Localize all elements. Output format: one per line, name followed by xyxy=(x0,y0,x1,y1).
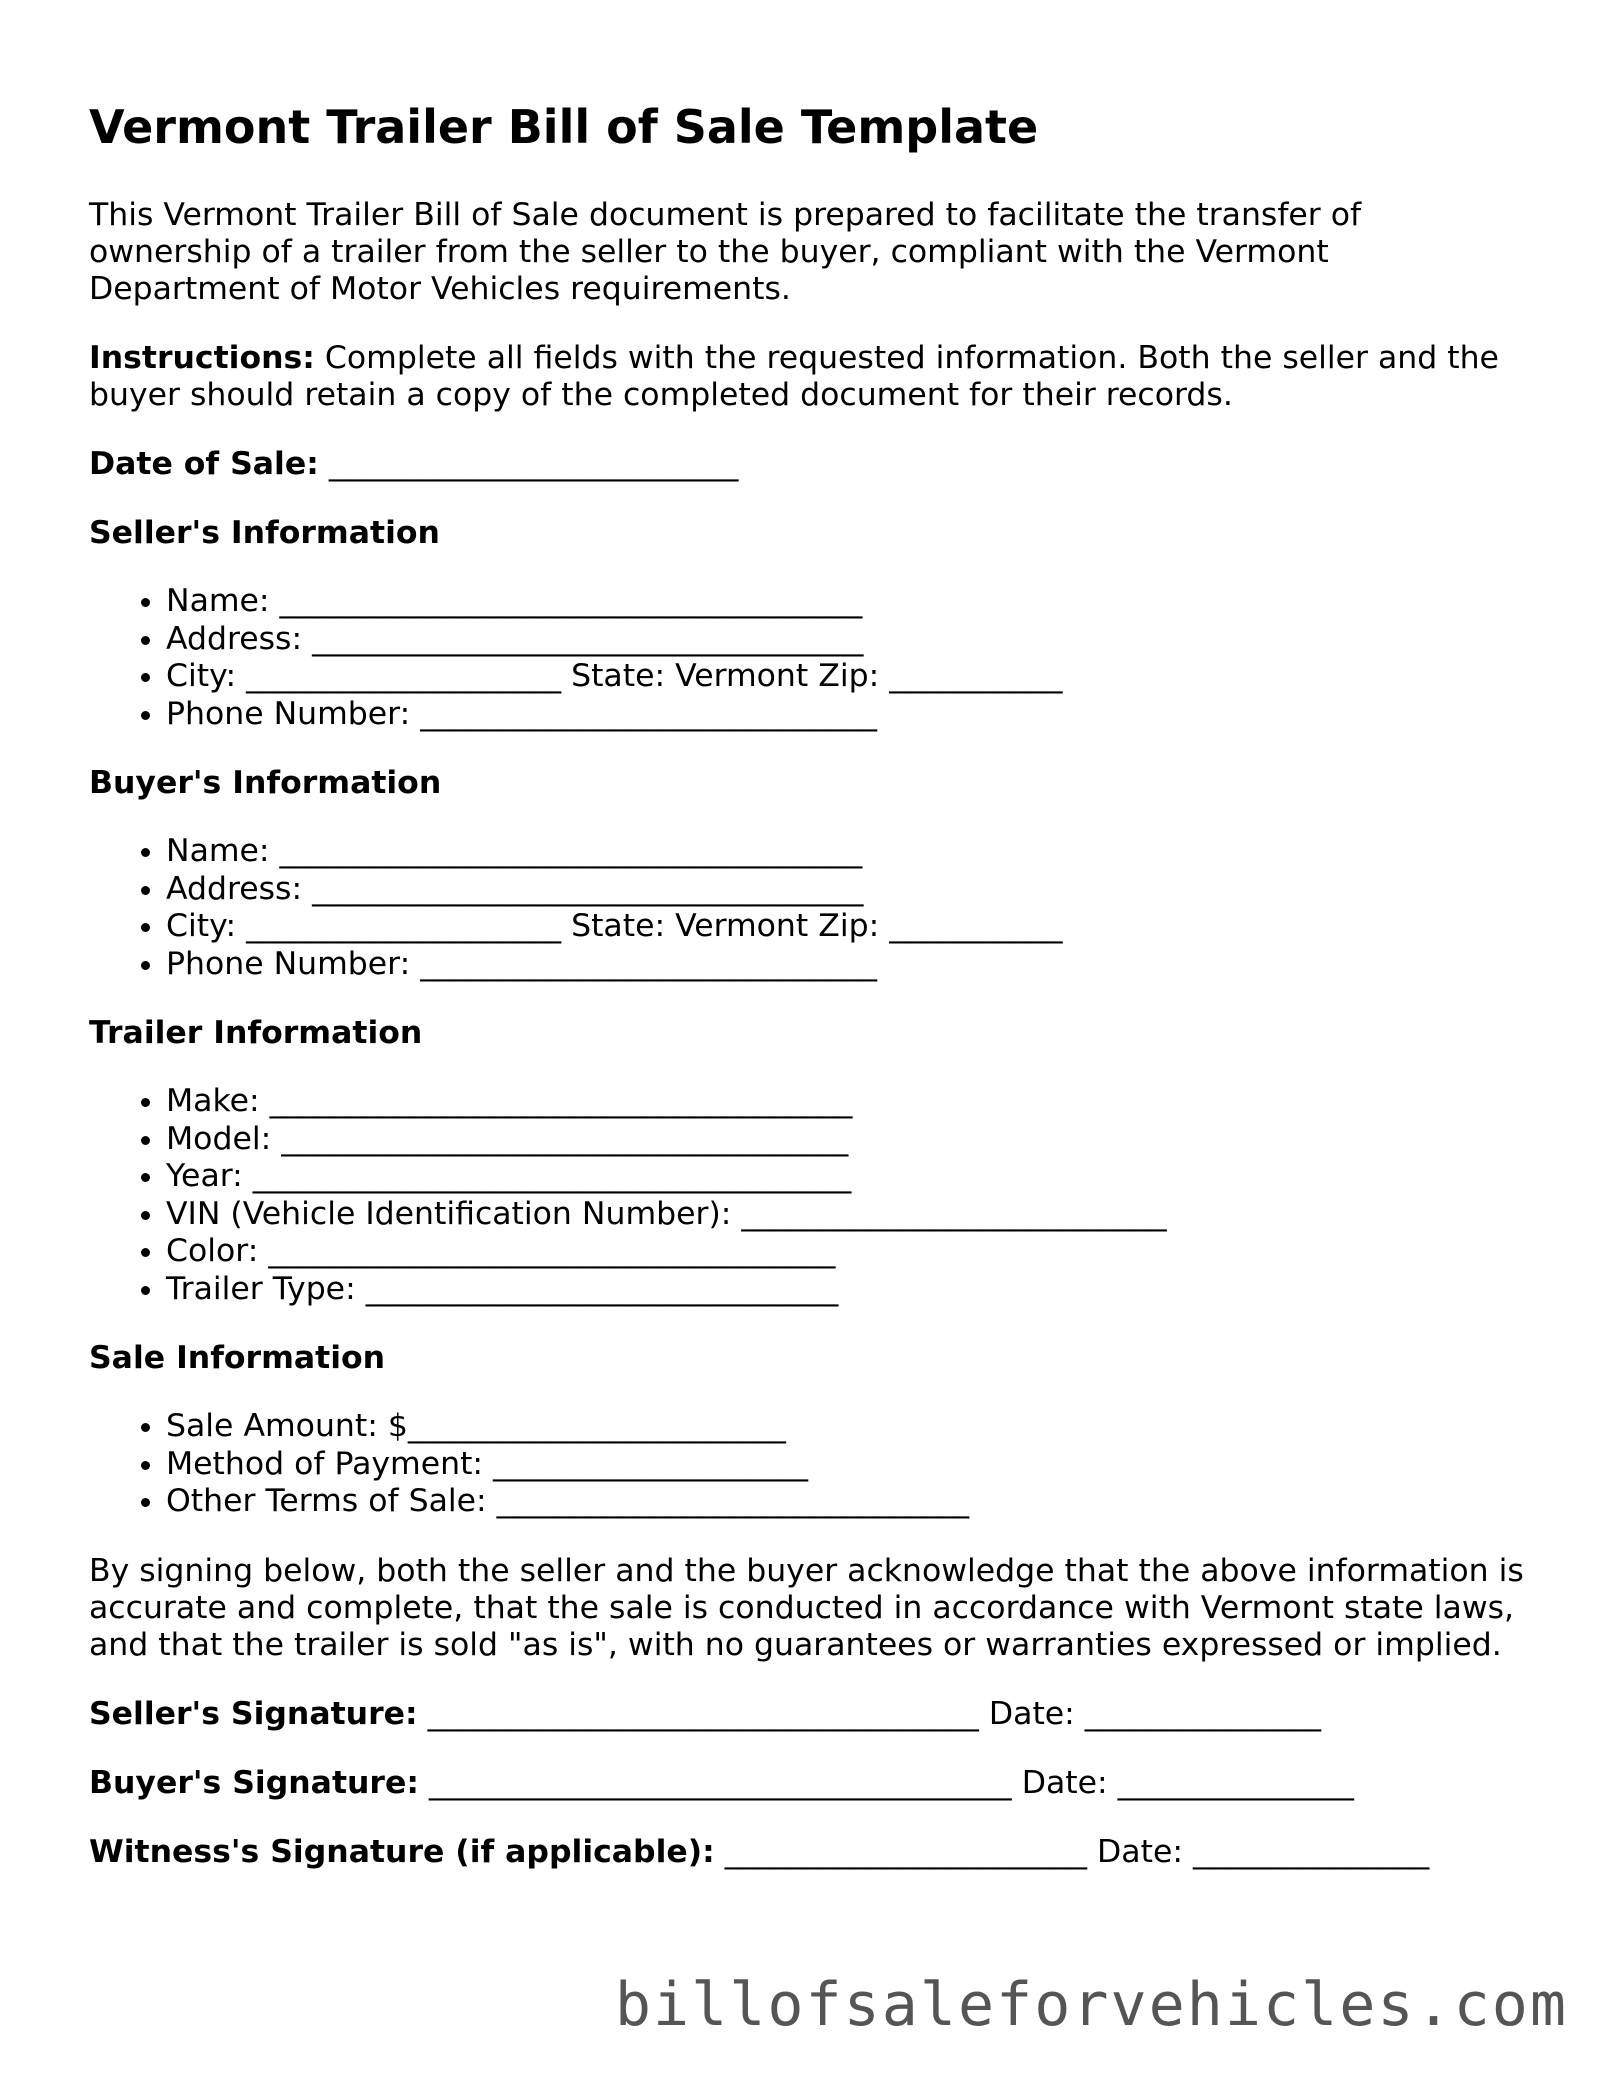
buyer-phone-field[interactable]: • Phone Number: _____________________________ xyxy=(166,946,1529,984)
witness-signature-label: Witness's Signature (if applicable): xyxy=(89,1833,715,1870)
intro-paragraph: This Vermont Trailer Bill of Sale document is prepared to facilitate the transfer of ownership of a trailer from the seller to the buyer, compliant with the Vermont Department of Motor Vehicles requirements. xyxy=(89,197,1362,308)
seller-name-field[interactable]: • Name: _____________________________________ xyxy=(166,583,1529,621)
payment-method-field[interactable]: • Method of Payment: ____________________ xyxy=(166,1446,1529,1484)
instructions-paragraph xyxy=(89,340,1529,414)
instructions-text: Complete all fields with the requested information. Both the seller and the buyer should retain a copy of the completed document for their records. xyxy=(89,340,1499,414)
seller-heading: Seller's Information xyxy=(89,515,440,552)
date-of-sale-blank[interactable]: __________________________ xyxy=(318,446,739,483)
trailer-heading: Trailer Information xyxy=(89,1015,423,1052)
buyer-list xyxy=(89,833,1529,983)
buyer-heading: Buyer's Information xyxy=(89,765,442,802)
seller-address-field[interactable]: • Address: ___________________________________ xyxy=(166,621,1529,659)
buyer-address-field[interactable]: • Address: ___________________________________ xyxy=(166,871,1529,909)
date-of-sale-label: Date of Sale: xyxy=(89,446,319,483)
witness-signature-line xyxy=(89,1834,1529,1871)
page-title: Vermont Trailer Bill of Sale Template xyxy=(89,100,1039,154)
seller-phone-field[interactable]: • Phone Number: _____________________________ xyxy=(166,696,1529,734)
buyer-signature-label: Buyer's Signature: xyxy=(89,1764,419,1801)
date-of-sale-field xyxy=(89,446,1529,483)
buyer-city-state-zip-field[interactable]: • City: ____________________ State: Vermont Zip: ___________ xyxy=(166,908,1529,946)
trailer-color-field[interactable]: • Color: ____________________________________ xyxy=(166,1233,1529,1271)
trailer-type-field[interactable]: • Trailer Type: ______________________________ xyxy=(166,1271,1529,1309)
acknowledgement-paragraph: By signing below, both the seller and the buyer acknowledge that the above information is accurate and complete, that the sale is conducted in accordance with Vermont state laws, and that the trailer is sold "as is", with no guarantees or warranties expressed or implied. xyxy=(89,1552,1524,1663)
buyer-signature-line xyxy=(89,1765,1529,1802)
sale-list xyxy=(89,1408,1529,1521)
trailer-year-field[interactable]: • Year: ______________________________________ xyxy=(166,1158,1529,1196)
seller-signature-line xyxy=(89,1696,1529,1733)
seller-signature-blank[interactable]: ___________________________________ Date: _______________ xyxy=(417,1695,1322,1732)
seller-signature-label: Seller's Signature: xyxy=(89,1695,418,1732)
witness-signature-blank[interactable]: _______________________ Date: _______________ xyxy=(714,1833,1430,1870)
buyer-signature-blank[interactable]: _____________________________________ Date: _______________ xyxy=(418,1764,1354,1801)
other-terms-field[interactable]: • Other Terms of Sale: ______________________________ xyxy=(166,1483,1529,1521)
trailer-make-field[interactable]: • Make: _____________________________________ xyxy=(166,1083,1529,1121)
seller-list xyxy=(89,583,1529,733)
instructions-label: Instructions: xyxy=(89,340,315,377)
sale-heading: Sale Information xyxy=(89,1340,386,1377)
buyer-name-field[interactable]: • Name: _____________________________________ xyxy=(166,833,1529,871)
document-page xyxy=(89,100,1529,1903)
watermark: billofsaleforvehicles.com xyxy=(614,1970,1568,2040)
seller-city-state-zip-field[interactable]: • City: ____________________ State: Vermont Zip: ___________ xyxy=(166,658,1529,696)
trailer-vin-field[interactable]: • VIN (Vehicle Identification Number): ___________________________ xyxy=(166,1196,1529,1234)
trailer-model-field[interactable]: • Model: ____________________________________ xyxy=(166,1121,1529,1159)
trailer-list xyxy=(89,1083,1529,1308)
sale-amount-field[interactable]: • Sale Amount: $________________________ xyxy=(166,1408,1529,1446)
